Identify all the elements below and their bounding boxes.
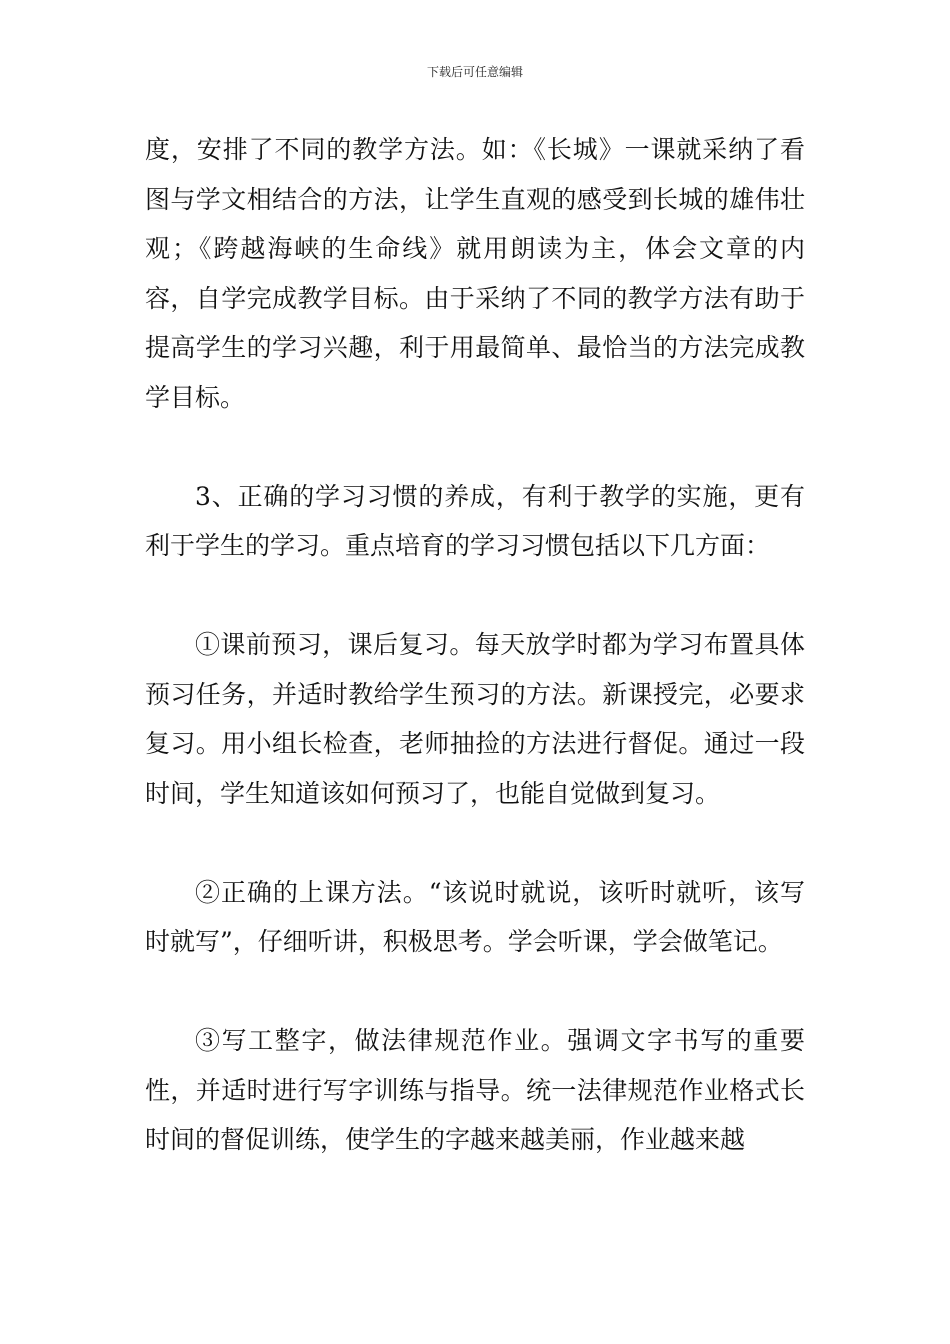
paragraph-gap — [145, 818, 805, 868]
paragraph-handwriting: ③写工整字，做法律规范作业。强调文字书写的重要性，并适时进行写字训练与指导。统一法律规范作业格式长时间的督促训练，使学生的字越来越美丽，作业越来越 — [145, 1026, 805, 1154]
paragraph-gap — [145, 967, 805, 1017]
paragraph-gap — [145, 422, 805, 472]
paragraph-preview-review: ①课前预习，课后复习。每天放学时都为学习布置具体预习任务，并适时教给学生预习的方法。新课授完，必要求复习。用小组长检查，老师抽捡的方法进行督促。通过一段时间，学生知道该如何预习了，也能自觉做到复习。 — [145, 630, 805, 808]
paragraph-class-methods: ②正确的上课方法。“该说时就说，该听时就听，该写时就写”，仔细听讲，积极思考。学会听课，学会做笔记。 — [145, 877, 805, 956]
document-body — [145, 125, 805, 1165]
paragraph-study-habits: 3、正确的学习习惯的养成，有利于教学的实施，更有利于学生的学习。重点培育的学习习惯包括以下几方面： — [145, 481, 805, 560]
paragraph-gap — [145, 571, 805, 621]
paragraph-teaching-methods: 度，安排了不同的教学方法。如：《长城》一课就采纳了看图与学文相结合的方法，让学生直观的感受到长城的雄伟壮观；《跨越海峡的生命线》就用朗读为主，体会文章的内容，自学完成教学目标。由于采纳了不同的教学方法有助于提高学生的学习兴趣，利于用最简单、最恰当的方法完成教学目标。 — [145, 135, 805, 412]
page-header: 下载后可任意编辑 — [426, 65, 523, 79]
